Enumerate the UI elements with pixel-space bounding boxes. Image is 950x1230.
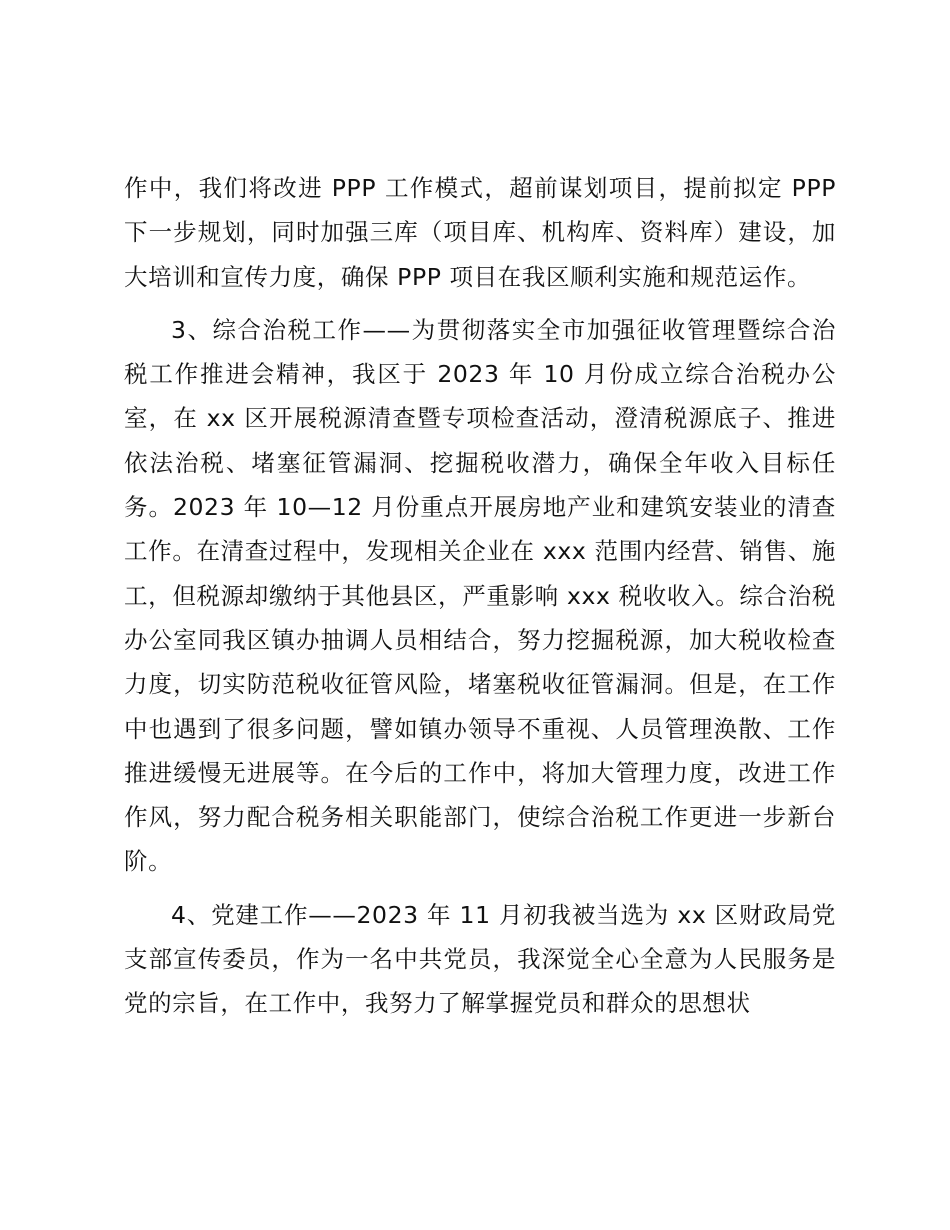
paragraph-comprehensive-tax-work: 3、综合治税工作——为贯彻落实全市加强征收管理暨综合治税工作推进会精神，我区于 2023 年 10 月份成立综合治税办公室，在 xx 区开展税源清查暨专项检查活动，澄清税源底子、推进依法治税、堵塞征管漏洞、挖掘税收潜力，确保全年收入目标任务。2023 年 10—12 月份重点开展房地产业和建筑安装业的清查工作。在清查过程中，发现相关企业在 xxx 范围内经营、销售、施工，但税源却缴纳于其他县区，严重影响 xxx 税收收入。综合治税办公室同我区镇办抽调人员相结合，努力挖掘税源，加大税收检查力度，切实防范税收征管风险，堵塞税收征管漏洞。但是，在工作中也遇到了很多问题，譬如镇办领导不重视、人员管理涣散、工作推进缓慢无进展等。在今后的工作中，将加大管理力度，改进工作作风，努力配合税务相关职能部门，使综合治税工作更进一步新台阶。 [124, 315, 836, 876]
paragraph-party-building-work: 4、党建工作——2023 年 11 月初我被当选为 xx 区财政局党支部宣传委员，作为一名中共党员，我深觉全心全意为人民服务是党的宗旨，在工作中，我努力了解掌握党员和群众的思想状 [124, 900, 836, 1018]
paragraph-ppp-continued: 作中，我们将改进 PPP 工作模式，超前谋划项目，提前拟定 PPP 下一步规划，同时加强三库（项目库、机构库、资料库）建设，加大培训和宣传力度，确保 PPP 项目在我区顺利实施和规范运作。 [124, 174, 836, 291]
document-body [124, 166, 836, 1026]
